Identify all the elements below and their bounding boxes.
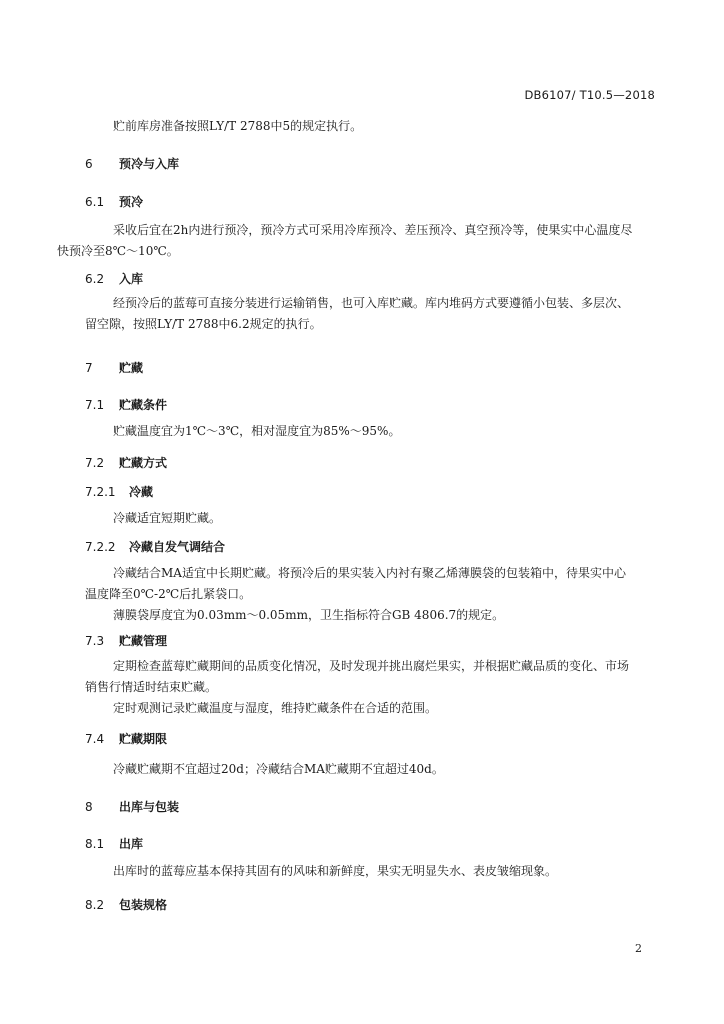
paragraph-7-2-1: 冷藏适宜短期贮藏。 bbox=[113, 511, 222, 525]
section-7-2-2-heading: 7.2.2 冷藏自发气调结合 bbox=[85, 540, 226, 554]
section-7-4-heading: 7.4 贮藏期限 bbox=[85, 732, 168, 746]
paragraph-7-2-2: 冷藏结合MA适宜中长期贮藏。将预冷后的果实装入内衬有聚乙烯薄膜袋的包装箱中，待果实中心 温度降至0℃-2℃后扎紧袋口。 薄膜袋厚度宜为0.03mm～0.05mm，卫生指标符合GB 4806.7的规定。 bbox=[85, 566, 626, 622]
paragraph-7-1: 贮藏温度宜为1℃～3℃，相对湿度宜为85%～95%。 bbox=[113, 424, 401, 438]
paragraph-6-2: 经预冷后的蓝莓可直接分装进行运输销售，也可入库贮藏。库内堆码方式要遵循小包装、多层次、 留空隙，按照LY/T 2788中6.2规定的执行。 bbox=[85, 296, 630, 331]
section-8-heading: 8 出库与包装 bbox=[85, 800, 180, 814]
section-7-heading: 7 贮藏 bbox=[85, 361, 144, 375]
section-8-1-heading: 8.1 出库 bbox=[85, 837, 144, 851]
paragraph-7-4: 冷藏贮藏期不宜超过20d；冷藏结合MA贮藏期不宜超过40d。 bbox=[113, 762, 444, 776]
section-8-2-heading: 8.2 包装规格 bbox=[85, 898, 168, 912]
page-number: 2 bbox=[635, 942, 642, 955]
section-7-2-1-heading: 7.2.1 冷藏 bbox=[85, 485, 154, 499]
paragraph-7-3: 定期检查蓝莓贮藏期间的品质变化情况，及时发现并挑出腐烂果实，并根据贮藏品质的变化、市场 销售行情适时结束贮藏。 定时观测记录贮藏温度与湿度，维持贮藏条件在合适的范围。 bbox=[85, 659, 630, 715]
section-7-1-heading: 7.1 贮藏条件 bbox=[85, 398, 168, 412]
section-6-1-heading: 6.1 预冷 bbox=[85, 195, 144, 209]
section-6-heading: 6 预冷与入库 bbox=[85, 157, 180, 171]
section-6-2-heading: 6.2 入库 bbox=[85, 272, 144, 286]
standard-code: DB6107/ T10.5—2018 bbox=[524, 88, 655, 102]
section-7-2-heading: 7.2 贮藏方式 bbox=[85, 456, 168, 470]
section-7-3-heading: 7.3 贮藏管理 bbox=[85, 634, 168, 648]
paragraph-6-1: 采收后宜在2h内进行预冷，预冷方式可采用冷库预冷、差压预冷、真空预冷等，使果实中心温度尽 快预冷至8℃～10℃。 bbox=[57, 223, 633, 258]
paragraph-8-1: 出库时的蓝莓应基本保持其固有的风味和新鲜度，果实无明显失水、表皮皱缩现象。 bbox=[113, 864, 558, 878]
paragraph-storage-prep: 贮前库房准备按照LY/T 2788中5的规定执行。 bbox=[113, 119, 363, 133]
